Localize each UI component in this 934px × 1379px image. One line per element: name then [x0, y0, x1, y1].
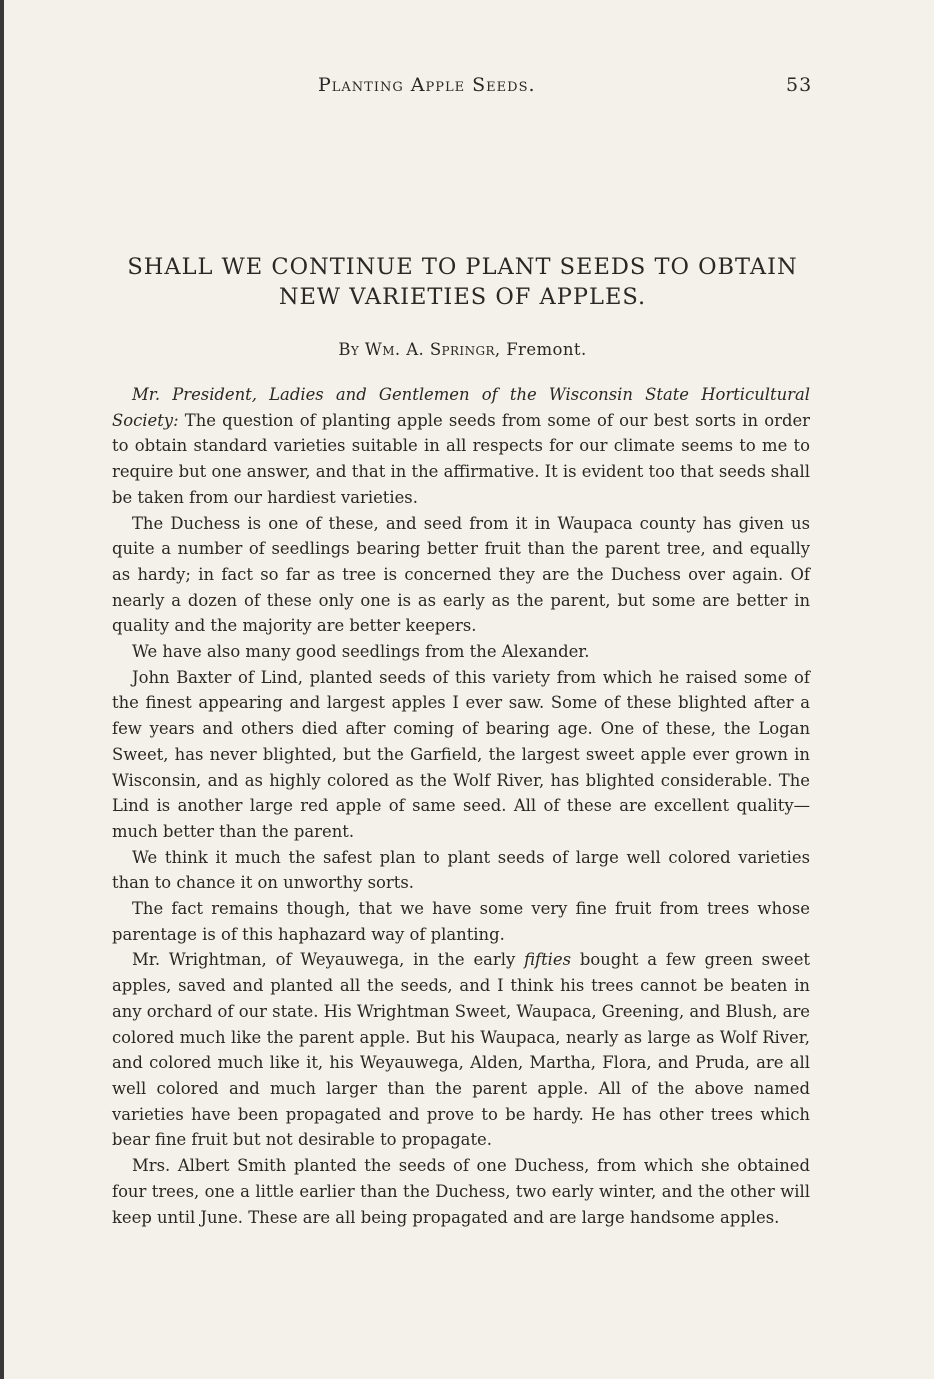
paragraph-7-before: Mr. Wrightman, of Weyauwega, in the early	[132, 950, 516, 970]
paragraph-4: John Baxter of Lind, planted seeds of this variety from which he raised some of the finest appearing and largest apples I ever saw. Some of these blighted after a few years and others died after coming of bearing age. One of these, the Logan Sweet, has never blighted, but the Garfield, the largest sweet apple ever grown in Wisconsin, and as highly colored as the Wolf River, has blighted considerable. The Lind is another large red apple of same seed. All of these are excellent quality—much better than the parent.	[112, 667, 810, 841]
paragraph-1-text: The question of planting apple seeds from some of our best sorts in order to obtain standard varieties suitable in all respects for our climate seems to me to require but one answer, and that in the affirmative. It is evident too that seeds shall be taken from our hardiest varieties.	[112, 410, 811, 507]
article-title: SHALL WE CONTINUE TO PLANT SEEDS TO OBTAIN NEW VARIETIES OF APPLES.	[127, 254, 798, 310]
paragraph-8: Mrs. Albert Smith planted the seeds of one Duchess, from which she obtained four trees, one a little earlier than the Duchess, two early winter, and the other will keep until June. These are all being propagated and are large handsome apples.	[112, 1156, 810, 1227]
paragraph-7-italic: fifties	[524, 950, 572, 970]
paragraph-7-after: bought a few green sweet apples, saved and planted all the seeds, and I think his trees cannot be beaten in any orchard of our state. His Wrightman Sweet, Waupaca, Greening, and Blush, are colored much like the parent apple. But his Waupaca, nearly as large as Wolf River, and colored much like it, his Weyauwega, Alden, Martha, Flora, and Pruda, are all well colored and much larger than the parent apple. All of the above named varieties have been propagated and prove to be hardy. He has other trees which bear fine fruit but not desirable to propagate.	[112, 950, 810, 1150]
page-binding-edge	[0, 0, 4, 1379]
byline-place: Fremont.	[506, 340, 587, 359]
paragraph-6: The fact remains though, that we have some very fine fruit from trees whose parentage is of this haphazard way of planting.	[112, 899, 810, 944]
paragraph-5: We think it much the safest plan to plant seeds of large well colored varieties than to chance it on unworthy sorts.	[112, 847, 810, 893]
salutation: Mr. President, Ladies and Gentlemen of the Wisconsin State Horticultural Society:	[112, 385, 810, 430]
paragraph-7	[112, 947, 810, 1153]
paragraph-1	[112, 382, 810, 511]
page-number: 53	[786, 74, 813, 96]
paragraph-3: We have also many good seedlings from the Alexander.	[132, 642, 590, 662]
byline	[100, 340, 825, 359]
byline-author: By Wm. A. Springr,	[338, 340, 501, 359]
article-body	[112, 382, 810, 1230]
running-title: Planting Apple Seeds.	[318, 74, 536, 96]
paragraph-2: The Duchess is one of these, and seed from it in Waupaca county has given us quite a number of seedlings bearing better fruit than the parent tree, and equally as hardy; in fact so far as tree is concerned they are the Duchess over again. Of nearly a dozen of these only one is as early as the parent, but some are better in quality and the majority are better keepers.	[112, 513, 810, 636]
